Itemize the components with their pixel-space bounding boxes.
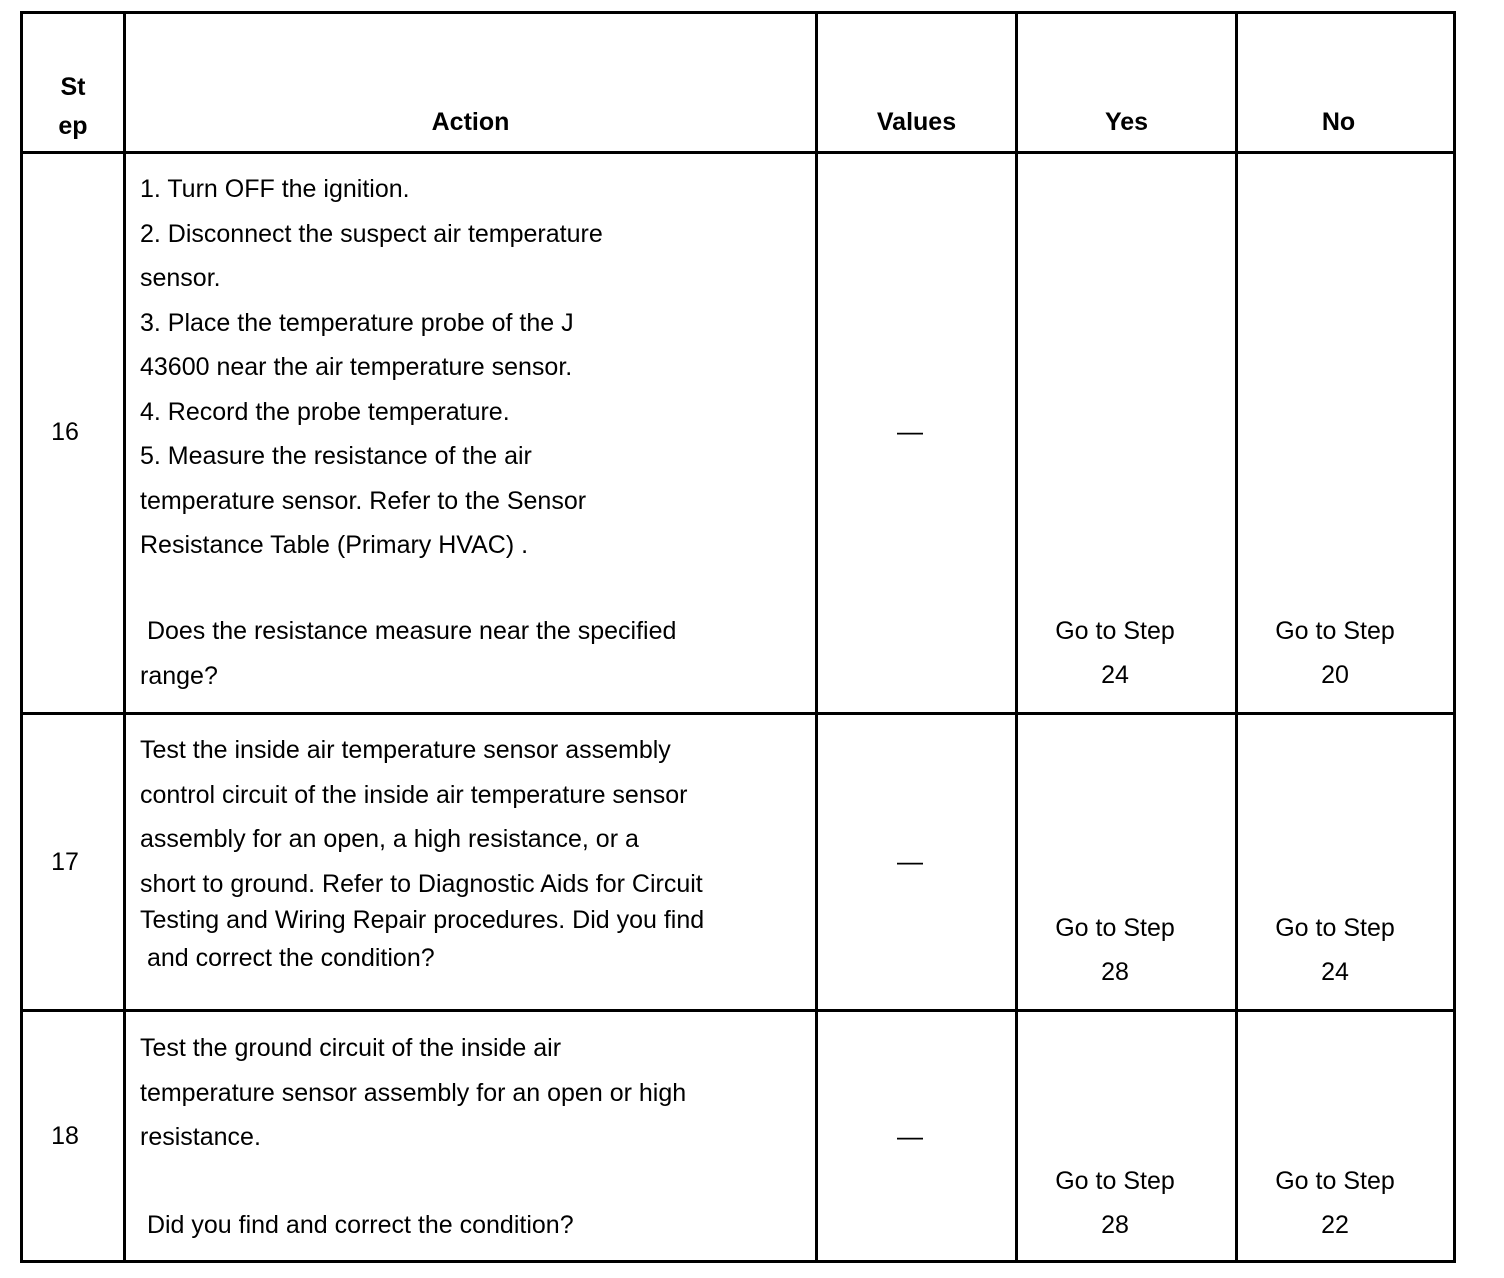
header-no: No (1321, 108, 1356, 136)
row-18-question (140, 1203, 800, 1248)
yes-goto-label: Go to Step (1055, 1167, 1175, 1195)
yes-goto-step: 28 (1101, 1211, 1129, 1239)
header-step (23, 68, 123, 146)
header-values: Values (876, 108, 957, 136)
no-goto-label: Go to Step (1275, 1167, 1395, 1195)
row-18-step: 18 (51, 1122, 79, 1150)
yes-goto-step: 24 (1101, 661, 1129, 689)
action-line: 4. Record the probe temperature. (140, 397, 510, 426)
header-step-line2: ep (58, 112, 88, 140)
action-line: assembly for an open, a high resistance, or a (140, 825, 639, 853)
question-line: range? (140, 661, 218, 690)
action-line: short to ground. Refer to Diagnostic Aids for Circuit (140, 869, 703, 898)
header-step-line1: St (60, 73, 86, 101)
no-goto-label: Go to Step (1275, 914, 1395, 942)
action-line: resistance. (140, 1123, 261, 1151)
header-yes: Yes (1104, 108, 1149, 136)
action-line: temperature sensor. Refer to the Sensor (140, 486, 587, 515)
action-line: control circuit of the inside air temperature sensor (140, 780, 688, 809)
action-line: temperature sensor assembly for an open or high (140, 1078, 687, 1107)
row-17-action (140, 728, 800, 978)
row-16-question (140, 609, 800, 698)
action-line: 2. Disconnect the suspect air temperature (140, 219, 603, 248)
col-divider-step-action (123, 14, 126, 1260)
row-17-values: — (897, 846, 923, 876)
row-18-action (140, 1026, 800, 1160)
row-17-step: 17 (51, 848, 79, 876)
row-17-yes (1018, 906, 1212, 994)
no-goto-step: 24 (1321, 958, 1349, 986)
row-16-no (1238, 609, 1432, 697)
row-16-action (140, 167, 800, 568)
row-18-values: — (897, 1121, 923, 1151)
row-16-values: — (897, 416, 923, 446)
row-divider-17-18 (23, 1009, 1453, 1012)
row-divider-16-17 (23, 712, 1453, 715)
row-16-yes (1018, 609, 1212, 697)
action-line: 43600 near the air temperature sensor. (140, 353, 573, 381)
header-action: Action (431, 108, 510, 136)
action-line: Test the ground circuit of the inside air (140, 1034, 562, 1062)
action-line: Resistance Table (Primary HVAC) . (140, 531, 529, 559)
no-goto-step: 20 (1321, 661, 1349, 689)
action-line: 5. Measure the resistance of the air (140, 442, 532, 470)
action-line: Test the inside air temperature sensor assembly (140, 736, 671, 764)
action-line: 3. Place the temperature probe of the J (140, 308, 574, 337)
yes-goto-step: 28 (1101, 958, 1129, 986)
header-divider (23, 151, 1453, 154)
question-line: Did you find and correct the condition? (140, 1211, 574, 1239)
no-goto-label: Go to Step (1275, 617, 1395, 645)
no-goto-step: 22 (1321, 1211, 1349, 1239)
row-18-yes (1018, 1159, 1212, 1247)
col-divider-action-values (815, 14, 818, 1260)
question-line: Does the resistance measure near the specified (140, 617, 677, 645)
action-line: Testing and Wiring Repair procedures. Did you find (140, 906, 705, 934)
row-17-no (1238, 906, 1432, 994)
action-line: sensor. (140, 264, 221, 292)
row-16-step: 16 (51, 418, 79, 446)
action-line: 1. Turn OFF the ignition. (140, 175, 410, 203)
yes-goto-label: Go to Step (1055, 617, 1175, 645)
yes-goto-label: Go to Step (1055, 914, 1175, 942)
action-line: and correct the condition? (140, 944, 435, 972)
row-18-no (1238, 1159, 1432, 1247)
